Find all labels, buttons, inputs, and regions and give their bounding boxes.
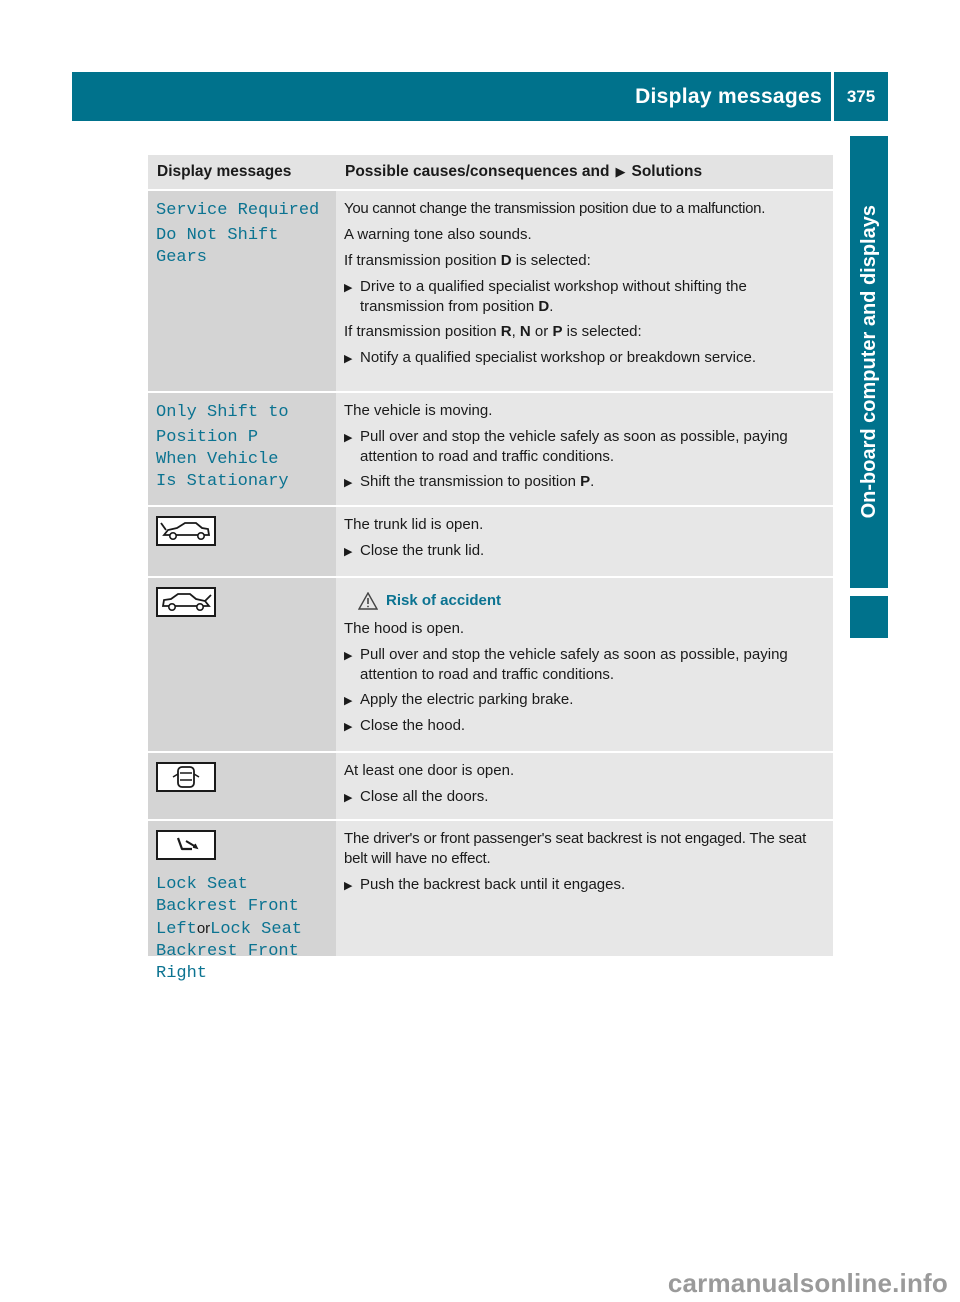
chapter-marker (850, 596, 888, 638)
cause-text: The trunk lid is open. (344, 516, 484, 533)
arrow-right-icon: ▶ (344, 432, 353, 444)
table-row (148, 507, 833, 578)
message-cell (148, 191, 336, 391)
action-text: Push the backrest back until it engages. (360, 876, 626, 893)
page-number: 375 (846, 86, 876, 106)
condition-text: If transmission position D is selected: (344, 252, 591, 269)
col-header-solutions-text: Solutions (631, 163, 703, 180)
solution-cell (336, 578, 833, 751)
watermark: carmanualsonline.info (667, 1268, 948, 1298)
col-header-causes (336, 155, 833, 189)
solution-cell (336, 507, 833, 576)
display-message: Service Required (156, 201, 320, 220)
action-text: Pull over and stop the vehicle safely as soon as possible, paying attention to road and traffic conditions. (360, 646, 788, 683)
arrow-right-icon: ▶ (344, 880, 353, 892)
cause-text: You cannot change the transmission position due to a malfunction. (344, 200, 766, 217)
cause-text: A warning tone also sounds. (344, 226, 532, 243)
cause-text: At least one door is open. (344, 762, 515, 779)
action-bullet (344, 427, 827, 467)
action-bullet (344, 348, 827, 369)
action-text: Notify a qualified specialist workshop or breakdown service. (360, 349, 757, 366)
warning-line (358, 591, 827, 611)
action-text: Drive to a qualified specialist workshop without shifting the transmission from position D. (360, 278, 747, 315)
arrow-right-icon: ▶ (344, 721, 353, 733)
action-text: Close all the doors. (360, 788, 489, 805)
solution-cell (336, 753, 833, 819)
arrow-right-icon: ▶ (344, 477, 353, 489)
table-header (148, 155, 833, 191)
message-cell (148, 753, 336, 819)
solution-cell (336, 393, 833, 505)
action-bullet (344, 690, 827, 711)
car-trunk-open-icon (156, 516, 216, 546)
action-text: Close the trunk lid. (360, 542, 485, 559)
page-title: Display messages (635, 84, 822, 108)
table-row (148, 191, 833, 393)
col-header-causes-text: Possible causes/consequences and (345, 163, 610, 180)
solution-cell (336, 821, 833, 956)
action-bullet (344, 541, 827, 562)
message-cell (148, 507, 336, 576)
arrow-right-icon: ▶ (344, 695, 353, 707)
cause-text: The vehicle is moving. (344, 402, 493, 419)
car-hood-open-icon (156, 587, 216, 617)
table-row (148, 821, 833, 983)
col-header-messages: Display messages (157, 163, 292, 180)
table-row (148, 578, 833, 753)
action-bullet (344, 875, 827, 896)
display-messages-table (148, 155, 833, 983)
seat-backrest-icon (156, 830, 216, 860)
arrow-right-icon: ▶ (344, 353, 353, 365)
cause-text: The driver's or front passenger's seat backrest is not engaged. The seat belt will have no effect. (344, 830, 807, 867)
solution-cell (336, 191, 833, 391)
chapter-tab-label: On-board computer and displays (857, 205, 880, 519)
triangle-right-icon: ▶ (615, 164, 626, 179)
arrow-right-icon: ▶ (344, 282, 353, 294)
action-text: Close the hood. (360, 717, 466, 734)
action-bullet (344, 645, 827, 685)
message-cell (148, 821, 336, 983)
table-row (148, 753, 833, 821)
action-text: Pull over and stop the vehicle safely as soon as possible, paying attention to road and traffic conditions. (360, 428, 788, 465)
warning-label: Risk of accident (386, 592, 502, 609)
display-message: Do Not Shift Gears (156, 226, 279, 267)
action-bullet (344, 472, 827, 493)
action-bullet (344, 716, 827, 737)
arrow-right-icon: ▶ (344, 792, 353, 804)
chapter-tab-label-wrap (850, 136, 888, 588)
arrow-right-icon: ▶ (344, 546, 353, 558)
display-message: Only Shift to (156, 403, 289, 422)
cause-text: The hood is open. (344, 620, 465, 637)
display-message: Lock Seat Backrest Front LeftorLock Seat Backrest Front Right (156, 875, 302, 983)
message-cell (148, 578, 336, 751)
message-cell (148, 393, 336, 505)
display-message: Position P When Vehicle Is Stationary (156, 428, 289, 491)
condition-text: If transmission position R, N or P is selected: (344, 323, 642, 340)
action-text: Shift the transmission to position P. (360, 473, 595, 490)
door-open-icon (156, 762, 216, 792)
arrow-right-icon: ▶ (344, 650, 353, 662)
table-row (148, 393, 833, 507)
action-text: Apply the electric parking brake. (360, 691, 574, 708)
action-bullet (344, 787, 827, 808)
warning-triangle-icon (358, 592, 378, 610)
action-bullet (344, 277, 827, 317)
